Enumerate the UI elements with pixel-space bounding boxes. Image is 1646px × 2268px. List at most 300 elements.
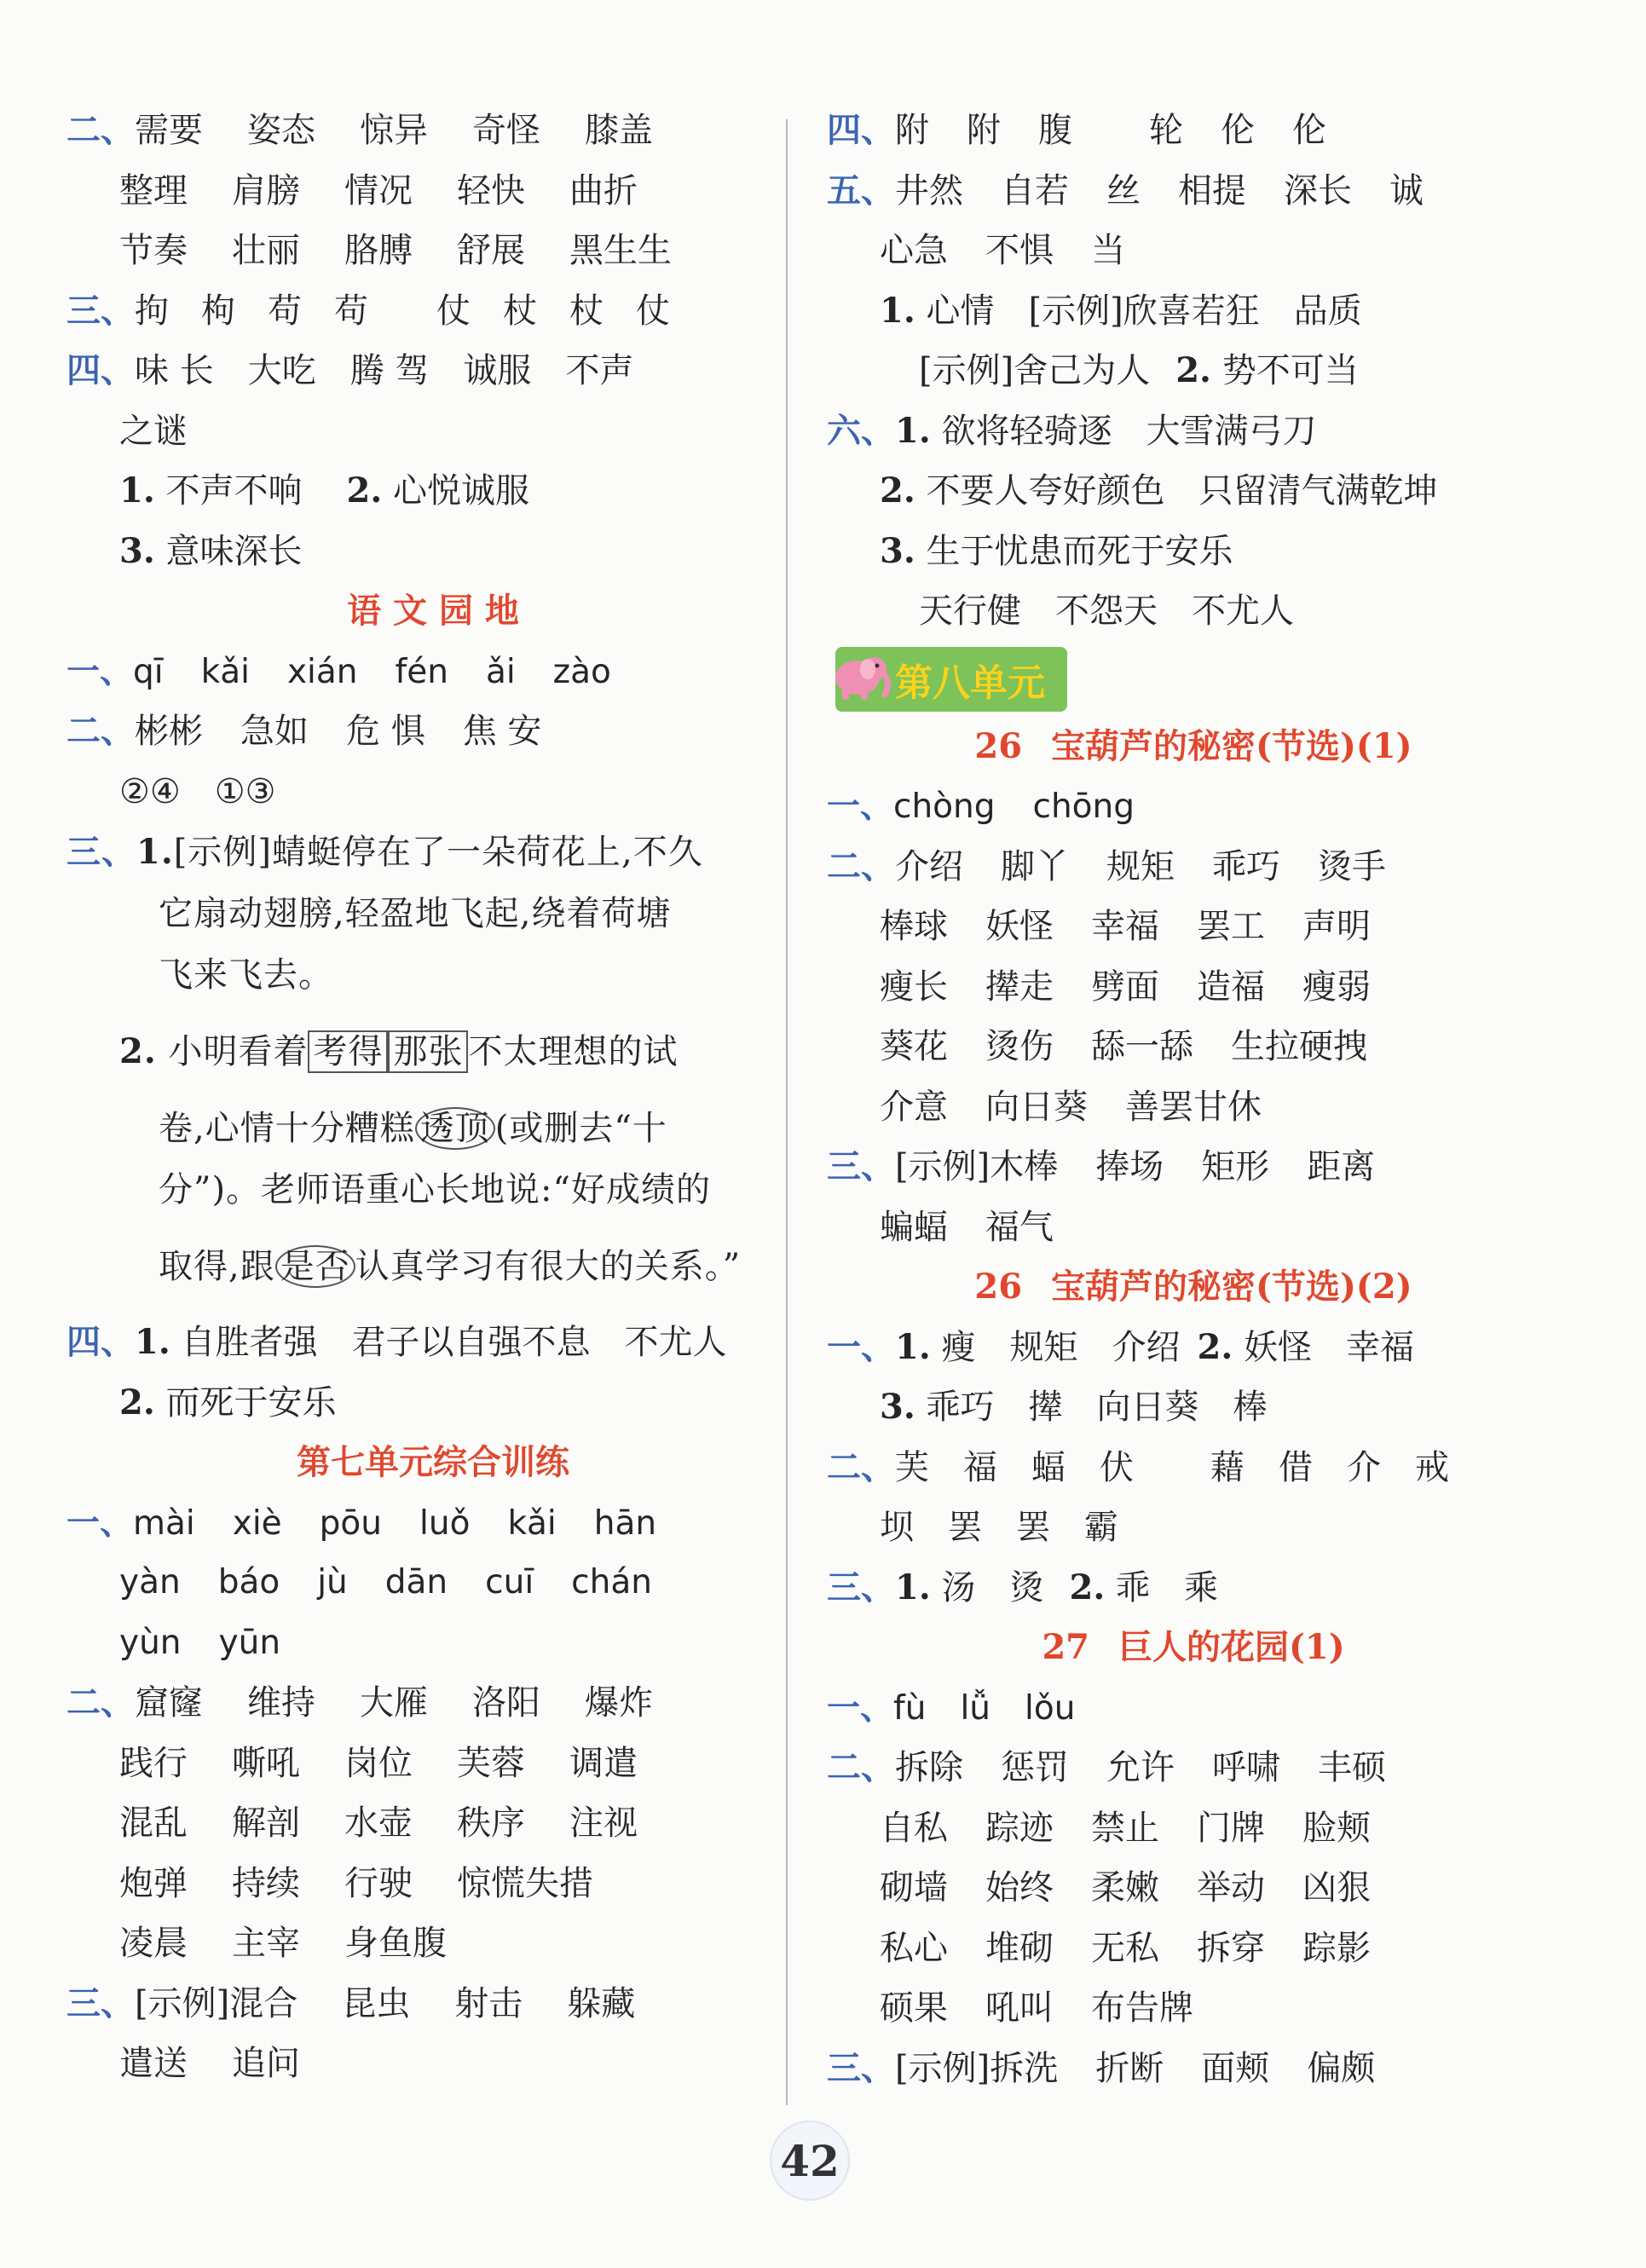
answer-word: 爆炸 <box>585 1683 653 1723</box>
answer-row <box>66 1913 800 1974</box>
answer-word: 福 <box>963 1447 997 1487</box>
answer-word: 罢 <box>1016 1508 1050 1547</box>
answer-word: 介绍 <box>1112 1327 1181 1367</box>
section-marker: 三、 <box>66 832 136 872</box>
answer-word: 洛阳 <box>472 1683 540 1723</box>
answer-word: 丰硕 <box>1318 1748 1386 1787</box>
answer-word: 之谜 <box>119 411 188 451</box>
answer-word: 脸颊 <box>1302 1808 1371 1848</box>
answer-word: 诚服 <box>463 351 532 390</box>
item-number: 1. <box>119 470 155 511</box>
item-number: 2. <box>880 470 915 511</box>
answer-word: 呼啸 <box>1212 1748 1280 1787</box>
answer-word: 品质 <box>1293 291 1362 331</box>
answer-word: 向日葵 <box>985 1087 1088 1127</box>
section-marker: 三、 <box>827 2047 895 2088</box>
answer-word: 乖 <box>1115 1567 1150 1607</box>
answer-row <box>827 101 1560 161</box>
answer-word: 腾 驾 <box>349 351 430 390</box>
answer-word: [示例]混合 <box>135 1983 298 2023</box>
answer-word: 大吃 <box>247 351 316 390</box>
paragraph-text: 它扇动翅膀,轻盈地飞起,绕着荷塘 <box>159 894 672 933</box>
answer-word: 拆除 <box>895 1748 963 1787</box>
answer-row <box>827 1678 1560 1739</box>
section-marker: 一、 <box>827 787 894 826</box>
answer-word: 瘦弱 <box>1302 967 1371 1007</box>
answer-word: 持续 <box>232 1863 300 1903</box>
answer-word: 心急 <box>880 231 948 270</box>
answer-word: 偏颇 <box>1307 2048 1376 2088</box>
answer-word: 危 惧 <box>346 712 425 751</box>
answer-row <box>66 1553 800 1613</box>
answer-word: 肩膀 <box>232 170 300 211</box>
answer-word: 规矩 <box>1106 846 1175 886</box>
answer-word: 舒展 <box>457 231 525 270</box>
answer-row <box>66 161 800 222</box>
answer-word: 急如 <box>240 712 309 751</box>
answer-word: 黑生生 <box>569 231 672 270</box>
answer-word: 脚丫 <box>1001 846 1069 886</box>
answer-word: 曲折 <box>569 170 638 211</box>
answer-word: 附 <box>967 111 1001 150</box>
answer-row <box>66 1793 800 1854</box>
answer-row <box>827 1798 1560 1859</box>
answer-word: 膝盖 <box>585 111 653 150</box>
section-marker: 三、 <box>66 290 135 331</box>
answer-row <box>827 522 1560 582</box>
answer-word: 向日葵 <box>1096 1388 1199 1427</box>
answer-word: 相提 <box>1178 170 1246 211</box>
paragraph-text: 认真学习有很大的关系。” <box>355 1247 742 1286</box>
answer-word: 追问 <box>232 2044 300 2083</box>
answer-word: 势不可当 <box>1222 351 1359 390</box>
answer-word: 柔嫩 <box>1091 1868 1159 1907</box>
answer-word: 瘦长 <box>880 967 948 1007</box>
answer-row <box>66 522 800 582</box>
answer-word: 蝠 <box>1031 1447 1066 1487</box>
answer-word: 杖 <box>569 291 604 331</box>
answer-word: 意味深长 <box>165 531 303 571</box>
answer-word: 芙 <box>895 1447 929 1487</box>
section-marker: 一、 <box>66 651 134 691</box>
answer-word: 只留清气满乾坤 <box>1198 471 1438 511</box>
answer-word: 身鱼腹 <box>344 1924 447 1963</box>
answer-word: 伏 <box>1100 1447 1134 1487</box>
answer-word: 仗 <box>436 291 471 331</box>
section-title: 第七单元综合训练 <box>297 1442 569 1482</box>
lesson-title <box>827 1257 1560 1318</box>
answer-word: 不怨天 <box>1055 592 1158 631</box>
answer-word: 践行 <box>119 1743 188 1783</box>
answer-word: 布告牌 <box>1091 1988 1193 2028</box>
lesson-name: 巨人的花园(1) <box>1118 1627 1345 1667</box>
section-marker: 二、 <box>66 711 135 751</box>
answer-word: 混乱 <box>119 1803 188 1843</box>
lesson-name: 宝葫芦的秘密(节选)(1) <box>1051 725 1412 766</box>
boxed-word: 考得 <box>308 1030 388 1073</box>
item-number: 1. <box>895 1567 931 1607</box>
answer-word: 舔一舔 <box>1091 1027 1193 1066</box>
answer-row <box>66 701 800 762</box>
pinyin: xián <box>286 652 358 691</box>
answer-word: 撵 <box>1028 1388 1063 1427</box>
answer-word: 生于忧患而死于安乐 <box>926 531 1233 571</box>
section-title: 语 文 园 地 <box>347 591 519 631</box>
answer-word: 心情 <box>926 291 995 331</box>
answer-word: 主宰 <box>232 1924 300 1963</box>
answer-word: 拘 <box>135 291 169 331</box>
boxed-word: 那张 <box>388 1030 468 1073</box>
paragraph-text: 卷,心情十分糟糕 <box>159 1109 415 1148</box>
answer-word: 矩形 <box>1201 1147 1270 1186</box>
lesson-title <box>827 1618 1560 1678</box>
answer-word: 诚 <box>1389 170 1424 211</box>
answer-paragraph <box>66 1221 800 1313</box>
answer-word: 棒 <box>1233 1388 1268 1427</box>
answer-word: 踪影 <box>1302 1928 1371 1968</box>
item-number: 1. <box>135 1322 170 1362</box>
item-number: 3. <box>880 530 915 571</box>
answer-word: ①③ <box>214 771 276 811</box>
pinyin: lǒu <box>1025 1688 1076 1728</box>
left-column <box>66 101 800 2094</box>
circled-word: 是否 <box>275 1245 355 1288</box>
answer-word: 秩序 <box>457 1803 525 1843</box>
answer-row <box>827 401 1560 462</box>
pinyin: kǎi <box>507 1503 557 1543</box>
pinyin: xiè <box>232 1503 282 1543</box>
answer-word: 苟 <box>268 291 302 331</box>
answer-row <box>827 897 1560 957</box>
answer-word: 嘶吼 <box>232 1743 300 1783</box>
item-number: 3. <box>119 530 155 571</box>
answer-row <box>66 1613 800 1674</box>
answer-row <box>66 762 800 822</box>
answer-word: 芙蓉 <box>457 1743 525 1783</box>
answer-word: 私心 <box>880 1928 948 1968</box>
answer-row <box>827 1919 1560 1979</box>
answer-word: 福气 <box>985 1207 1054 1247</box>
answer-word: 乘 <box>1183 1567 1218 1607</box>
item-number: 2. <box>119 1031 157 1071</box>
pinyin: chōng <box>1032 788 1135 826</box>
answer-word: 壮丽 <box>232 231 300 270</box>
answer-row <box>827 1498 1560 1558</box>
pinyin: yùn <box>119 1623 182 1662</box>
answer-word: 幸福 <box>1091 907 1159 946</box>
section-marker: 一、 <box>66 1503 134 1543</box>
answer-row <box>66 221 800 281</box>
answer-word: 水壶 <box>344 1803 413 1843</box>
pinyin: zào <box>552 652 611 691</box>
answer-row <box>827 1438 1560 1498</box>
answer-row <box>66 1313 800 1373</box>
answer-word: 介 <box>1347 1447 1381 1487</box>
answer-word: 瘦 <box>941 1327 976 1367</box>
paragraph-text: 不太理想的试 <box>468 1032 679 1071</box>
paragraph-text: 取得,跟 <box>159 1247 275 1286</box>
answer-word: 禁止 <box>1091 1808 1159 1848</box>
answer-word: ②④ <box>119 771 181 811</box>
answer-word: 射击 <box>454 1983 523 2023</box>
answer-row <box>827 1197 1560 1258</box>
pinyin: fù <box>893 1688 927 1728</box>
answer-word: 天行健 <box>919 592 1021 631</box>
answer-word: 踪迹 <box>985 1808 1054 1848</box>
answer-word: 烫手 <box>1318 846 1386 886</box>
answer-row <box>66 1373 800 1434</box>
answer-word: 胳膊 <box>344 231 413 270</box>
page-number-text: 42 <box>780 2135 840 2186</box>
answer-word: 苟 <box>334 291 368 331</box>
answer-row <box>827 161 1560 222</box>
answer-word: 维持 <box>247 1683 315 1723</box>
answer-word: 自私 <box>880 1808 948 1848</box>
answer-word: 妖怪 <box>985 907 1054 946</box>
answer-row <box>827 341 1560 401</box>
answer-row <box>66 2034 800 2094</box>
answer-word: 蝙蝠 <box>880 1207 948 1247</box>
lesson-number: 26 <box>974 725 1023 766</box>
section-marker: 一、 <box>827 1688 894 1728</box>
answer-word: 轮 <box>1149 111 1183 150</box>
answer-word: 罢 <box>948 1508 982 1547</box>
answer-row <box>66 461 800 522</box>
answer-word: 岗位 <box>344 1743 413 1783</box>
section-marker: 二、 <box>827 1747 895 1787</box>
answer-word: 戒 <box>1415 1447 1449 1487</box>
answer-word: 吼叫 <box>985 1988 1054 2028</box>
answer-word: 拆穿 <box>1197 1928 1265 1968</box>
answer-paragraph <box>66 944 800 1006</box>
pinyin: yūn <box>218 1623 281 1662</box>
answer-word: [示例]欣喜若狂 <box>1028 291 1260 331</box>
section-marker: 四、 <box>66 1322 135 1362</box>
section-marker: 二、 <box>827 845 895 886</box>
answer-row <box>827 581 1560 642</box>
answer-word: [示例]木棒 <box>895 1147 1059 1186</box>
right-column <box>827 101 1560 2098</box>
answer-word: 面颊 <box>1201 2048 1270 2088</box>
pinyin: cuī <box>485 1563 534 1601</box>
answer-row <box>827 1318 1560 1378</box>
item-number: 1. <box>136 832 174 872</box>
answer-paragraph <box>66 883 800 944</box>
answer-word: 心悦诚服 <box>392 471 529 511</box>
answer-word: 无私 <box>1091 1928 1159 1968</box>
pinyin: kǎi <box>200 652 250 691</box>
answer-word: 声明 <box>1302 907 1371 946</box>
answer-word: 凶狠 <box>1302 1868 1371 1907</box>
answer-word: [示例]拆洗 <box>895 2048 1059 2088</box>
answer-word: 坝 <box>880 1508 914 1547</box>
lesson-name: 宝葫芦的秘密(节选)(2) <box>1051 1267 1412 1307</box>
answer-row <box>66 642 800 702</box>
section-marker: 四、 <box>827 110 895 150</box>
answer-row <box>827 957 1560 1018</box>
answer-word: 不声不响 <box>165 471 303 511</box>
answer-word: 节奏 <box>119 231 188 270</box>
answer-word: 轻快 <box>457 170 525 211</box>
answer-word: 棒球 <box>880 907 948 946</box>
answer-word: 而死于安乐 <box>165 1382 337 1423</box>
answer-word: 杖 <box>503 291 537 331</box>
pinyin: yàn <box>119 1563 181 1601</box>
answer-word: 窟窿 <box>135 1683 203 1723</box>
answer-paragraph <box>66 1159 800 1221</box>
answer-word: 大雪满弓刀 <box>1146 411 1317 451</box>
answer-word: 霸 <box>1084 1508 1118 1547</box>
answer-word: 伦 <box>1221 111 1255 150</box>
answer-word: 罢工 <box>1197 907 1265 946</box>
answer-word: 君子以自强不息 <box>351 1323 591 1362</box>
answer-word: 借 <box>1279 1447 1313 1487</box>
answer-word: 炮弹 <box>119 1863 188 1903</box>
pinyin: fén <box>395 652 448 691</box>
section-marker: 五、 <box>827 170 895 211</box>
answer-row <box>827 776 1560 837</box>
answer-word: 举动 <box>1197 1868 1265 1907</box>
answer-word: 自胜者强 <box>181 1323 318 1362</box>
answer-word: 烫伤 <box>985 1027 1054 1066</box>
section-marker: 一、 <box>827 1326 895 1367</box>
section-marker: 三、 <box>827 1567 895 1607</box>
answer-word: 伦 <box>1292 111 1326 150</box>
answer-word: 姿态 <box>247 111 315 150</box>
answer-word: 惊异 <box>360 111 428 150</box>
answer-word: 介意 <box>880 1087 948 1127</box>
answer-word: 始终 <box>985 1868 1054 1907</box>
answer-word: 躲藏 <box>567 1983 636 2023</box>
answer-row <box>66 1673 800 1734</box>
answer-word: 焦 安 <box>462 712 542 751</box>
answer-row <box>66 1493 800 1554</box>
answer-paragraph <box>66 1006 800 1098</box>
item-number: 2. <box>346 470 383 511</box>
answer-word: 造福 <box>1197 967 1265 1007</box>
pinyin: luǒ <box>419 1503 471 1543</box>
answer-word: 昆虫 <box>342 1983 411 2023</box>
answer-word: 幸福 <box>1345 1327 1414 1367</box>
answer-word: 介绍 <box>895 846 963 886</box>
item-number: 2. <box>1197 1326 1233 1367</box>
item-number: 3. <box>880 1387 915 1427</box>
answer-row <box>827 461 1560 522</box>
pinyin: lǚ <box>960 1688 991 1728</box>
answer-word: 烫 <box>1009 1567 1044 1607</box>
answer-row <box>66 281 800 342</box>
section-marker: 六、 <box>827 410 895 451</box>
answer-word: 整理 <box>119 170 188 211</box>
section-marker: 二、 <box>66 1682 135 1723</box>
pinyin: mài <box>133 1503 195 1543</box>
answer-word: 撵走 <box>985 967 1054 1007</box>
answer-word: 解剖 <box>232 1803 300 1843</box>
answer-word: 行驶 <box>344 1863 413 1903</box>
unit-badge <box>835 647 1067 712</box>
elephant-icon <box>823 645 892 705</box>
answer-row <box>66 1854 800 1914</box>
answer-row <box>827 1558 1560 1619</box>
answer-paragraph <box>66 1098 800 1159</box>
answer-word: 彬彬 <box>135 712 203 751</box>
answer-word: 规矩 <box>1009 1327 1078 1367</box>
answer-word: 深长 <box>1284 170 1352 211</box>
answer-word: 硕果 <box>880 1988 948 2028</box>
item-number: 2. <box>119 1382 155 1423</box>
pinyin: qī <box>133 652 164 691</box>
pinyin: ǎi <box>485 652 516 691</box>
answer-word: 折断 <box>1095 2048 1164 2088</box>
answer-row <box>827 1858 1560 1919</box>
answer-row <box>827 1017 1560 1077</box>
answer-word: 不声 <box>565 351 634 390</box>
answer-word: 葵花 <box>880 1027 948 1066</box>
answer-word: 捧场 <box>1095 1147 1164 1186</box>
item-number: 1. <box>895 410 931 451</box>
answer-word: 凌晨 <box>119 1924 188 1963</box>
answer-row <box>827 1137 1560 1197</box>
answer-word: 井然 <box>895 170 963 211</box>
answer-word: 不尤人 <box>624 1323 727 1362</box>
answer-word: 不惧 <box>985 231 1054 270</box>
answer-word: 不要人夸好颜色 <box>926 471 1165 511</box>
answer-row <box>827 1377 1560 1438</box>
pinyin: hān <box>593 1503 657 1543</box>
pinyin: chòng <box>893 788 996 826</box>
answer-word: 乖巧 <box>926 1388 995 1427</box>
answer-word: 砌墙 <box>880 1868 948 1907</box>
answer-word: 当 <box>1091 231 1125 270</box>
answer-row <box>66 101 800 161</box>
answer-row <box>827 837 1560 897</box>
section-marker: 四、 <box>66 350 135 390</box>
answer-word: 大雁 <box>360 1683 428 1723</box>
answer-row <box>827 2039 1560 2099</box>
answer-word: 藉 <box>1210 1447 1245 1487</box>
answer-row <box>827 1978 1560 2039</box>
answer-word: 妖怪 <box>1243 1327 1312 1367</box>
answer-word: 需要 <box>135 111 203 150</box>
answer-word: [示例]舍己为人 <box>919 351 1151 390</box>
answer-word: 奇怪 <box>472 111 540 150</box>
answer-word: 汤 <box>941 1567 976 1607</box>
circled-word: 透顶 <box>415 1107 495 1150</box>
item-number: 2. <box>1069 1567 1106 1607</box>
lesson-title <box>827 717 1560 777</box>
pinyin: chán <box>571 1563 652 1601</box>
answer-row <box>827 1077 1560 1138</box>
section-marker: 二、 <box>66 110 135 150</box>
answer-word: 善罢甘休 <box>1125 1087 1262 1127</box>
answer-row <box>66 1974 800 2034</box>
section-marker: 三、 <box>66 1982 135 2023</box>
section-marker: 二、 <box>827 1446 895 1487</box>
answer-word: 乖巧 <box>1212 846 1280 886</box>
unit-label: 第八单元 <box>895 661 1045 705</box>
answer-row <box>827 221 1560 281</box>
pinyin: pōu <box>319 1503 383 1543</box>
lesson-number: 27 <box>1042 1627 1089 1667</box>
answer-word: 生拉硬拽 <box>1231 1027 1367 1066</box>
paragraph-text: 小明看着 <box>168 1032 309 1071</box>
answer-paragraph <box>66 822 800 883</box>
answer-word: 味 长 <box>135 351 214 390</box>
answer-word: 注视 <box>569 1803 638 1843</box>
answer-word: 调遣 <box>569 1743 638 1783</box>
answer-word: 劈面 <box>1091 967 1159 1007</box>
paragraph-text: (或删去“十 <box>494 1109 667 1148</box>
